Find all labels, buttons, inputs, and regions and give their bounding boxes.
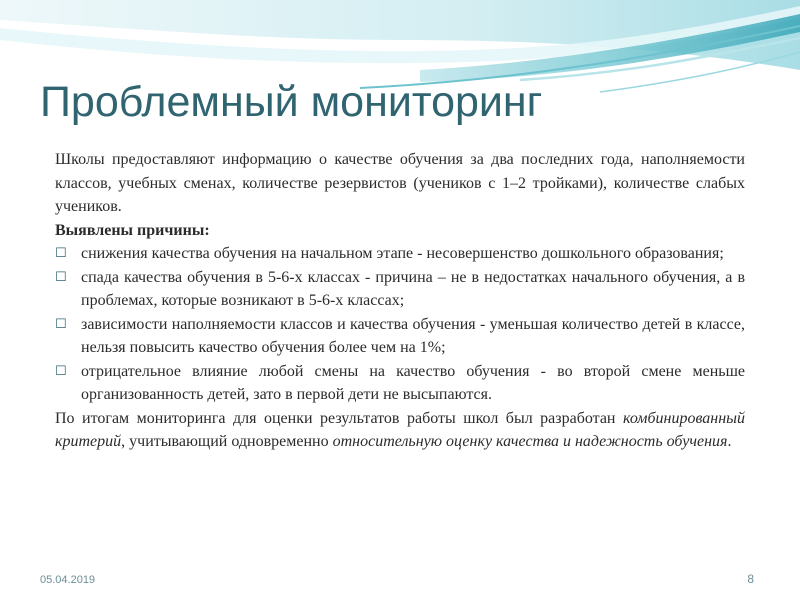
reason-item-3: [55, 313, 745, 360]
slide-title: Проблемный мониторинг: [40, 78, 543, 126]
page-number: 8: [747, 572, 754, 586]
conclusion-criterion: комбинированный критерий: [55, 409, 745, 450]
reason-item-4: [55, 360, 745, 407]
reason-text-1: снижения качества обучения на начальном этапе - несовершенство дошкольного образования;: [81, 245, 724, 262]
checkbox-bullet-icon: ☐: [55, 363, 67, 379]
conclusion-part-1: По итогам мониторинга для оценки результатов работы школ был разработан: [55, 409, 623, 427]
checkbox-bullet-icon: ☐: [55, 316, 67, 332]
slide-body: [55, 148, 745, 454]
conclusion-assessment: относительную оценку качества и надежность обучения: [332, 433, 728, 450]
conclusion-part-3: .: [727, 433, 732, 450]
checkbox-bullet-icon: ☐: [55, 269, 67, 285]
conclusion-paragraph: [55, 407, 745, 454]
footer-date: 05.04.2019: [40, 574, 96, 586]
reason-item-2: [55, 266, 745, 313]
conclusion-part-2: , учитывающий одновременно: [121, 433, 333, 450]
reasons-heading: Выявлены причины:: [55, 221, 210, 239]
reason-item-1: [55, 242, 745, 266]
reason-text-4: отрицательное влияние любой смены на качество обучения - во второй смене меньше организованность детей, зато в первой дети не высыпаются.: [81, 362, 745, 403]
reason-text-2: спада качества обучения в 5-6-х классах - причина – не в недостатках начального обучения, а в проблемах, которые возникают в 5-6-х классах;: [81, 268, 745, 309]
intro-paragraph: Школы предоставляют информацию о качестве обучения за два последних года, наполняемости классов, учебных сменах, количестве резервистов (учеников с 1–2 тройками), количестве слабых учеников.: [55, 151, 745, 215]
reason-text-3: зависимости наполняемости классов и качества обучения - уменьшая количество детей в классе, нельзя повысить качество обучения более чем на 1%;: [81, 315, 745, 356]
checkbox-bullet-icon: ☐: [55, 246, 67, 261]
